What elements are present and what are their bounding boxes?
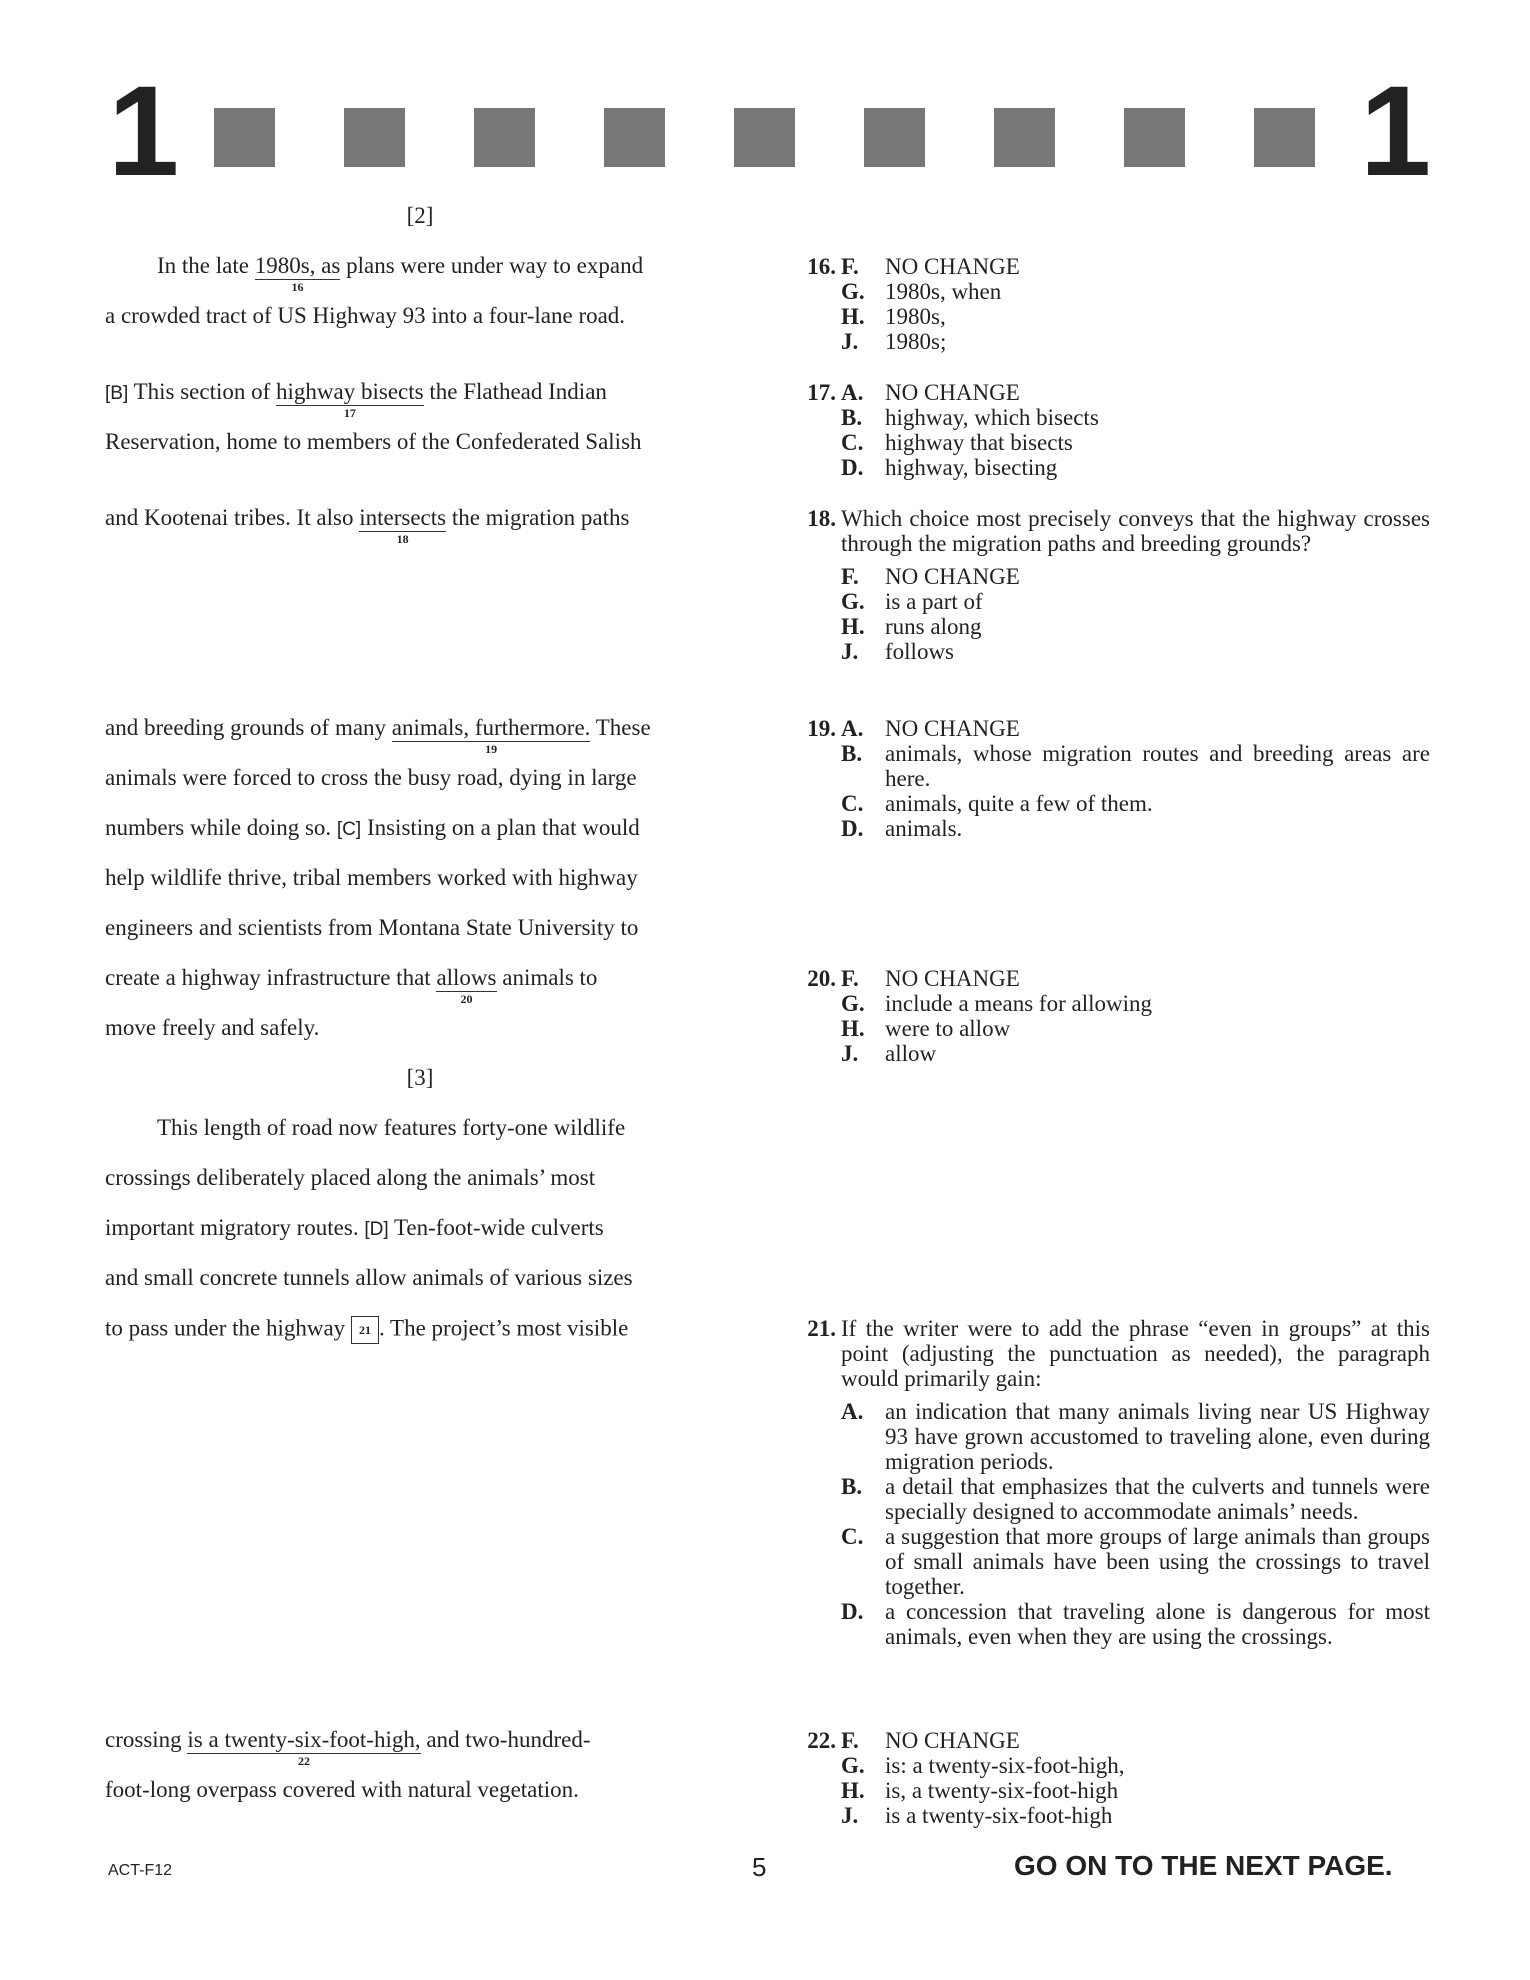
option-a[interactable]: A. NO CHANGE	[841, 716, 1020, 741]
header-square	[1124, 108, 1185, 167]
option-d[interactable]: D. animals.	[841, 816, 963, 841]
header-square	[474, 108, 535, 167]
passage-line: create a highway infrastructure that allows 20 animals to	[105, 965, 598, 1006]
passage-line: numbers while doing so. [C] Insisting on a plan that would	[105, 815, 640, 840]
option-a[interactable]: A. NO CHANGE	[841, 380, 1020, 405]
option-c[interactable]: C. a suggestion that more groups of large animals than groups of small animals have been using the crossings to travel together.	[841, 1524, 1430, 1599]
option-h[interactable]: H. were to allow	[841, 1016, 1011, 1041]
passage-line: crossings deliberately placed along the animals’ most	[105, 1165, 596, 1190]
next-page-notice: GO ON TO THE NEXT PAGE.	[1014, 1850, 1393, 1881]
passage-line: foot-long overpass covered with natural vegetation.	[105, 1777, 579, 1802]
paragraph-number-2: [2]	[406, 203, 434, 228]
underlined-portion-22[interactable]: is a twenty-six-foot-high, 22	[187, 1727, 421, 1768]
passage-line: This length of road now features forty-one wildlife	[157, 1115, 626, 1140]
option-d[interactable]: D. a concession that traveling alone is dangerous for most animals, even when they are using the crossings.	[841, 1599, 1430, 1649]
passage-line: engineers and scientists from Montana State University to	[105, 915, 639, 940]
section-number-left: 1	[108, 60, 180, 203]
header-square	[994, 108, 1055, 167]
passage-line: In the late 1980s, as 16 plans were under way to expand	[157, 253, 644, 294]
paragraph-number-3: [3]	[406, 1065, 434, 1090]
passage-line: and Kootenai tribes. It also intersects 18 the migration paths	[105, 505, 630, 546]
option-h[interactable]: H. 1980s,	[841, 304, 946, 329]
option-g[interactable]: G. 1980s, when	[841, 279, 1002, 304]
passage-line: [B] This section of highway bisects 17 the Flathead Indian	[105, 379, 607, 420]
underlined-portion-18[interactable]: intersects 18	[359, 505, 447, 546]
header-square	[344, 108, 405, 167]
option-j[interactable]: J. 1980s;	[841, 329, 947, 354]
option-f[interactable]: F. NO CHANGE	[841, 254, 1020, 279]
option-b[interactable]: B. animals, whose migration routes and breeding areas are here.	[841, 741, 1430, 791]
question-17: 17. A. NO CHANGE B. highway, which bisects C. highway that bisects D. highway, bisecting	[790, 380, 1430, 480]
option-c[interactable]: C. animals, quite a few of them.	[841, 791, 1153, 816]
underlined-portion-20[interactable]: allows 20	[436, 965, 497, 1006]
question-19: 19. A. NO CHANGE B. animals, whose migration routes and breeding areas are here. C. animals, quite a few of them. D. animals.	[790, 716, 1430, 841]
question-20: 20. F. NO CHANGE G. include a means for allowing H. were to allow J. allow	[790, 966, 1430, 1066]
passage-line: crossing is a twenty-six-foot-high, 22 and two-hundred-	[105, 1727, 591, 1768]
question-stem: If the writer were to add the phrase “even in groups” at this point (adjusting the punctuation as needed), the paragraph would primarily gain:	[841, 1316, 1430, 1391]
option-b[interactable]: B. highway, which bisects	[841, 405, 1099, 430]
question-18: 18. Which choice most precisely conveys that the highway crosses through the migration paths and breeding grounds? F. NO CHANGE G. is a part of H. runs along J. follows	[790, 506, 1430, 664]
marker-b: [B]	[105, 383, 129, 404]
form-code: ACT-F12	[108, 1862, 173, 1879]
underlined-portion-17[interactable]: highway bisects 17	[276, 379, 424, 420]
question-21: 21. If the writer were to add the phrase “even in groups” at this point (adjusting the punctuation as needed), the paragraph would primarily gain: A. an indication that many animals living near US Highway 93 have grown accustomed to traveling alone, even during migration periods. B. a detail that emphasizes that the culverts and tunnels were specially designed to accommodate animals’ needs. C. a suggestion that more groups of large animals than groups of small animals have been using the crossings to travel together. D. a concession that traveling alone is dangerous for most animals, even when they are using the crossings.	[790, 1316, 1430, 1649]
passage-line: important migratory routes. [D] Ten-foot-wide culverts	[105, 1215, 604, 1240]
marker-d: [D]	[364, 1219, 389, 1240]
option-a[interactable]: A. an indication that many animals living near US Highway 93 have grown accustomed to traveling alone, even during migration periods.	[841, 1399, 1430, 1474]
option-d[interactable]: D. highway, bisecting	[841, 455, 1058, 480]
option-g[interactable]: G. is: a twenty-six-foot-high,	[841, 1753, 1125, 1778]
option-g[interactable]: G. is a part of	[841, 589, 983, 614]
header-square	[734, 108, 795, 167]
question-box-21[interactable]: 21	[351, 1316, 379, 1344]
passage-line: move freely and safely.	[105, 1015, 320, 1040]
option-h[interactable]: H. is, a twenty-six-foot-high	[841, 1778, 1119, 1803]
question-22: 22. F. NO CHANGE G. is: a twenty-six-foot-high, H. is, a twenty-six-foot-high J. is a twenty-six-foot-high	[790, 1728, 1430, 1828]
header-square	[214, 108, 275, 167]
page-number: 5	[752, 1852, 767, 1882]
header-square	[864, 108, 925, 167]
passage-line: animals were forced to cross the busy road, dying in large	[105, 765, 637, 790]
passage-line: help wildlife thrive, tribal members worked with highway	[105, 865, 638, 890]
marker-c: [C]	[336, 819, 362, 840]
question-16: 16. F. NO CHANGE G. 1980s, when H. 1980s, J. 1980s;	[790, 254, 1430, 354]
passage-line: a crowded tract of US Highway 93 into a four-lane road.	[105, 303, 626, 328]
passage-line: Reservation, home to members of the Confederated Salish	[105, 429, 642, 454]
question-stem: Which choice most precisely conveys that the highway crosses through the migration paths and breeding grounds?	[841, 506, 1430, 556]
underlined-portion-16[interactable]: 1980s, as 16	[254, 253, 341, 294]
header-squares	[214, 108, 1315, 167]
option-f[interactable]: F. NO CHANGE	[841, 966, 1020, 991]
passage-line: and breeding grounds of many animals, furthermore. 19 These	[105, 715, 651, 756]
option-j[interactable]: J. allow	[841, 1041, 937, 1066]
option-f[interactable]: F. NO CHANGE	[841, 1728, 1020, 1753]
option-j[interactable]: J. is a twenty-six-foot-high	[841, 1803, 1113, 1828]
header-square	[604, 108, 665, 167]
option-g[interactable]: G. include a means for allowing	[841, 991, 1152, 1016]
section-number-right: 1	[1360, 60, 1432, 203]
option-b[interactable]: B. a detail that emphasizes that the culverts and tunnels were specially designed to accommodate animals’ needs.	[841, 1474, 1430, 1524]
header-square	[1254, 108, 1315, 167]
option-j[interactable]: J. follows	[841, 639, 954, 664]
option-h[interactable]: H. runs along	[841, 614, 982, 639]
option-c[interactable]: C. highway that bisects	[841, 430, 1073, 455]
passage-line: to pass under the highway 21 . The project’s most visible	[105, 1316, 628, 1344]
passage-line: and small concrete tunnels allow animals of various sizes	[105, 1265, 633, 1290]
underlined-portion-19[interactable]: animals, furthermore. 19	[391, 715, 591, 756]
option-f[interactable]: F. NO CHANGE	[841, 564, 1020, 589]
